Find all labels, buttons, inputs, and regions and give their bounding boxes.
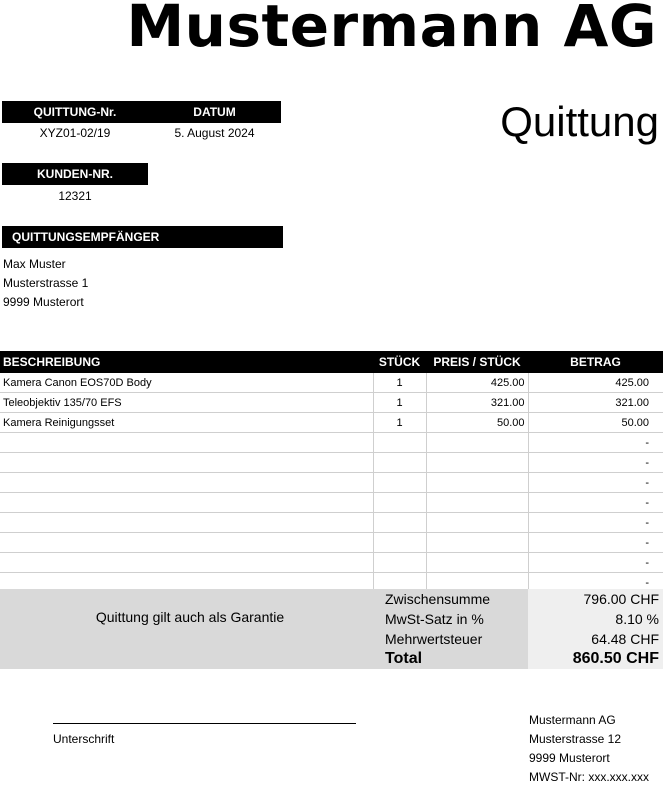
recipient-name: Max Muster xyxy=(3,257,66,271)
row-quantity xyxy=(373,433,426,453)
recipient-street: Musterstrasse 1 xyxy=(3,276,89,290)
row-quantity xyxy=(373,493,426,513)
row-quantity xyxy=(373,553,426,573)
row-quantity xyxy=(373,473,426,493)
recipient-header: QUITTUNGSEMPFÄNGER xyxy=(2,226,283,248)
row-amount: - xyxy=(528,433,663,453)
table-row xyxy=(0,473,663,493)
signature-line xyxy=(53,723,356,724)
row-description xyxy=(0,473,373,493)
row-unit-price xyxy=(426,453,528,473)
footer-vat-no: MWST-Nr: xxx.xxx.xxx xyxy=(529,770,649,784)
row-amount: - xyxy=(528,473,663,493)
col-description: BESCHREIBUNG xyxy=(0,351,373,373)
vat-rate-label: MwSt-Satz in % xyxy=(385,611,484,627)
customer-no-value: 12321 xyxy=(58,189,92,203)
items-table xyxy=(0,351,663,593)
row-description: Kamera Reinigungsset xyxy=(0,413,373,433)
row-quantity: 1 xyxy=(373,393,426,413)
row-unit-price xyxy=(426,433,528,453)
row-unit-price xyxy=(426,533,528,553)
col-amount: BETRAG xyxy=(528,351,663,373)
date-header: DATUM xyxy=(148,101,281,123)
signature-label: Unterschrift xyxy=(53,732,115,746)
subtotal-value: 796.00 CHF xyxy=(583,591,659,607)
vat-value: 64.48 CHF xyxy=(591,631,659,647)
row-quantity xyxy=(373,513,426,533)
receipt-no-value: XYZ01-02/19 xyxy=(39,126,111,140)
row-quantity: 1 xyxy=(373,373,426,393)
footer-company: Mustermann AG xyxy=(529,713,616,727)
table-row xyxy=(0,373,663,393)
col-unit-price: PREIS / STÜCK xyxy=(426,351,528,373)
row-amount: - xyxy=(528,493,663,513)
row-unit-price xyxy=(426,493,528,513)
row-quantity xyxy=(373,533,426,553)
row-description xyxy=(0,453,373,473)
row-quantity xyxy=(373,453,426,473)
row-amount: - xyxy=(528,573,663,593)
row-unit-price xyxy=(426,553,528,573)
table-row xyxy=(0,393,663,413)
total-value: 860.50 CHF xyxy=(572,650,659,667)
vat-rate-value: 8.10 % xyxy=(615,611,659,627)
row-amount: 425.00 xyxy=(528,373,663,393)
row-unit-price: 321.00 xyxy=(426,393,528,413)
total-label: Total xyxy=(385,650,423,667)
row-description xyxy=(0,433,373,453)
row-amount: 50.00 xyxy=(528,413,663,433)
date-value: 5. August 2024 xyxy=(174,126,255,140)
row-description: Teleobjektiv 135/70 EFS xyxy=(0,393,373,413)
row-description xyxy=(0,493,373,513)
subtotal-label: Zwischensumme xyxy=(385,591,491,607)
table-row xyxy=(0,453,663,473)
row-description: Kamera Canon EOS70D Body xyxy=(0,373,373,393)
company-name: Mustermann AG xyxy=(126,0,657,60)
row-description xyxy=(0,513,373,533)
row-unit-price: 50.00 xyxy=(426,413,528,433)
customer-no-header: KUNDEN-NR. xyxy=(2,163,148,185)
row-unit-price xyxy=(426,473,528,493)
table-row xyxy=(0,433,663,453)
table-row xyxy=(0,493,663,513)
footer-city: 9999 Musterort xyxy=(529,751,610,765)
row-amount: 321.00 xyxy=(528,393,663,413)
row-quantity: 1 xyxy=(373,413,426,433)
row-amount: - xyxy=(528,553,663,573)
table-row xyxy=(0,413,663,433)
row-amount: - xyxy=(528,453,663,473)
row-unit-price xyxy=(426,513,528,533)
col-quantity: STÜCK xyxy=(373,351,426,373)
recipient-city: 9999 Musterort xyxy=(3,295,84,309)
document-title: Quittung xyxy=(500,98,659,145)
guarantee-panel xyxy=(0,589,380,669)
summary-values xyxy=(528,589,663,669)
row-amount: - xyxy=(528,533,663,553)
table-row xyxy=(0,533,663,553)
row-description xyxy=(0,553,373,573)
receipt-no-header: QUITTUNG-Nr. xyxy=(2,101,148,123)
vat-label: Mehrwertsteuer xyxy=(385,631,483,647)
row-unit-price: 425.00 xyxy=(426,373,528,393)
footer-street: Musterstrasse 12 xyxy=(529,732,622,746)
guarantee-note: Quittung gilt auch als Garantie xyxy=(95,609,285,625)
row-description xyxy=(0,533,373,553)
row-amount: - xyxy=(528,513,663,533)
table-row xyxy=(0,513,663,533)
table-row xyxy=(0,553,663,573)
summary-labels xyxy=(380,589,528,669)
table-header-row xyxy=(0,351,663,373)
